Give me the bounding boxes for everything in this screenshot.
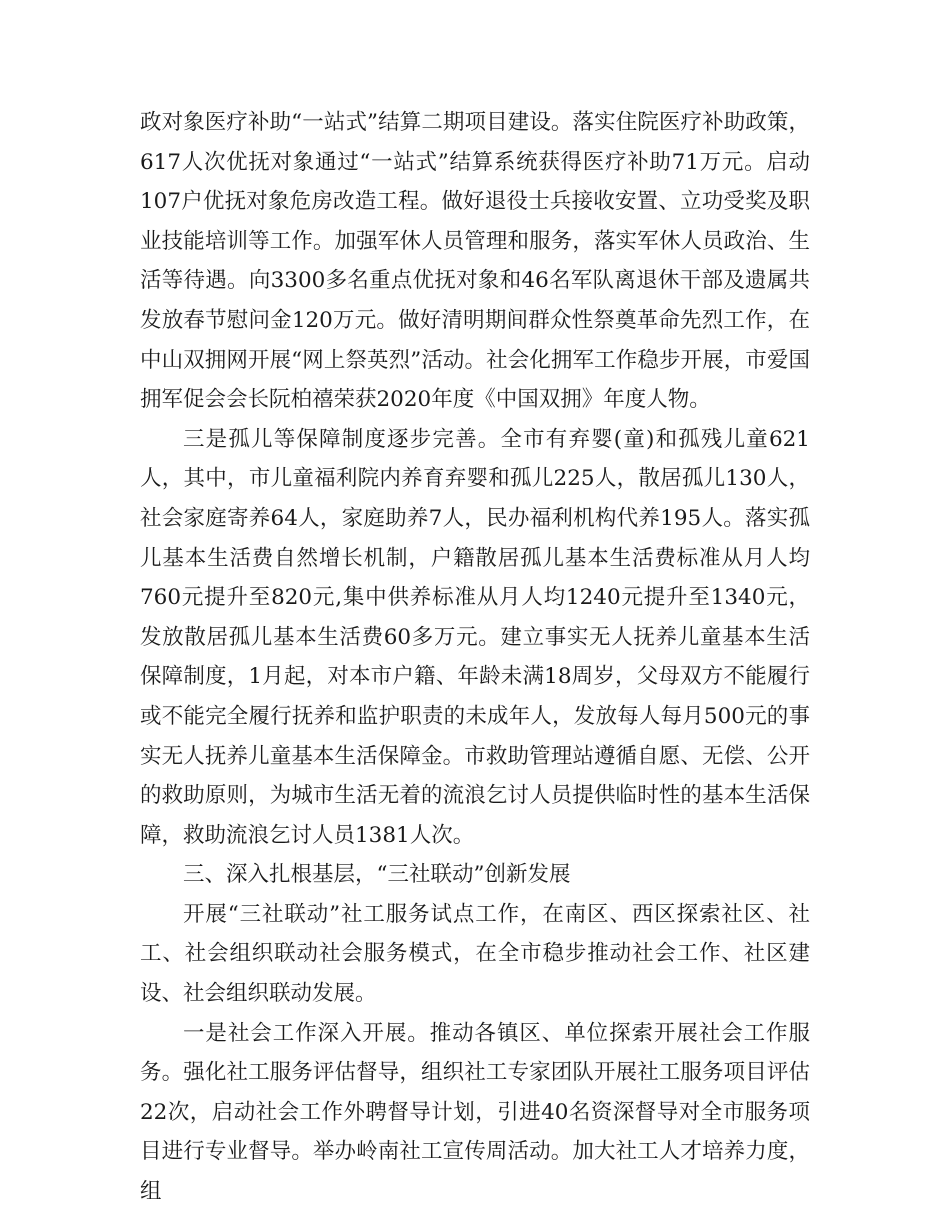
body-paragraph: 三是孤儿等保障制度逐步完善。全市有弃婴(童)和孤残儿童621人，其中，市儿童福利院内养育弃婴和孤儿225人，散居孤儿130人，社会家庭寄养64人，家庭助养7人，民办福利机构代养195人。落实孤儿基本生活费自然增长机制，户籍散居孤儿基本生活费标准从月人均760元提升至820元,集中供养标准从月人均1240元提升至1340元，发放散居孤儿基本生活费60多万元。建立事实无人抚养儿童基本生活保障制度，1月起，对本市户籍、年龄未满18周岁，父母双方不能履行或不能完全履行抚养和监护职责的未成年人，发放每人每月500元的事实无人抚养儿童基本生活保障金。市救助管理站遵循自愿、无偿、公开的救助原则，为城市生活无着的流浪乞讨人员提供临时性的基本生活保障，救助流浪乞讨人员1381人次。	[140, 426, 810, 848]
document-body	[140, 103, 810, 1212]
body-paragraph: 开展“三社联动”社工服务试点工作，在南区、西区探索社区、社工、社会组织联动社会服务模式，在全市稳步推动社会工作、社区建设、社会组织联动发展。	[140, 901, 810, 1007]
body-paragraph: 一是社会工作深入开展。推动各镇区、单位探索开展社会工作服务。强化社工服务评估督导，组织社工专家团队开展社工服务项目评估22次，启动社会工作外聘督导计划，引进40名资深督导对全市服务项目进行专业督导。举办岭南社工宣传周活动。加大社工人才培养力度，组	[140, 1020, 810, 1205]
section-heading: 三、深入扎根基层，“三社联动”创新发展	[183, 862, 571, 888]
body-paragraph: 政对象医疗补助“一站式”结算二期项目建设。落实住院医疗补助政策，617人次优抚对象通过“一站式”结算系统获得医疗补助71万元。启动107户优抚对象危房改造工程。做好退役士兵接收安置、立功受奖及职业技能培训等工作。加强军休人员管理和服务，落实军休人员政治、生活等待遇。向3300多名重点优抚对象和46名军队离退休干部及遗属共发放春节慰问金120万元。做好清明期间群众性祭奠革命先烈工作，在中山双拥网开展“网上祭英烈”活动。社会化拥军工作稳步开展，市爱国拥军促会会长阮柏禧荣获2020年度《中国双拥》年度人物。	[140, 110, 810, 413]
